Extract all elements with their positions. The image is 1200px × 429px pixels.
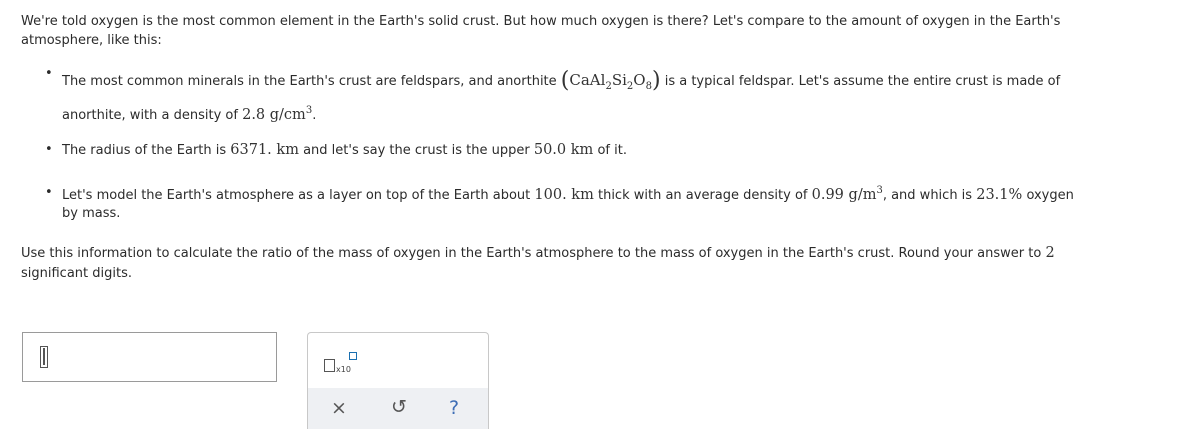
mantissa-box-icon — [324, 359, 335, 372]
clear-icon[interactable]: × — [331, 397, 347, 419]
undo-icon[interactable]: ↺ — [391, 396, 407, 418]
scientific-notation-button[interactable] — [324, 352, 360, 376]
help-icon[interactable]: ? — [449, 397, 460, 419]
anorthite-formula: $CaAl_2Si_2O_8$ — [569, 71, 652, 92]
bullet3-line2: by mass. — [62, 206, 121, 221]
bullet1-text: The most common minerals in the Earth's crust are feldspars, and anorthite — [62, 74, 557, 89]
earth-radius-value: 6371. km — [230, 142, 299, 158]
math-toolbar — [307, 332, 489, 429]
bullet-dot: • — [45, 66, 53, 81]
atmosphere-density-value: 0.99 $g/m^3$ — [811, 185, 883, 203]
crust-density: 2.8 $g/cm^3$ — [242, 105, 313, 123]
bullet1-line2: anorthite, with a density of — [62, 107, 238, 123]
sig-digits-value: 2 — [1045, 245, 1055, 261]
intro-line-2: atmosphere, like this: — [21, 33, 162, 48]
problem-intro — [21, 12, 1181, 50]
bullet-dot: • — [45, 185, 53, 200]
x10-label: x10 — [336, 365, 351, 374]
atmosphere-thickness-value: 100. km — [534, 186, 594, 203]
question-text: Use this information to calculate the ratio of the mass of oxygen in the Earth's atmosphere to the mass of oxygen in the Earth's crust. Round your answer to 2 significant digits. — [21, 245, 1055, 281]
bullet1-text-2: is a typical feldspar. Let's assume the entire crust is made of — [664, 74, 1061, 89]
exponent-box-icon — [349, 352, 357, 360]
oxygen-percent-value: 23.1% — [976, 186, 1023, 203]
answer-input[interactable] — [22, 332, 277, 382]
bullet-dot: • — [45, 142, 53, 157]
intro-line-1: We're told oxygen is the most common element in the Earth's solid crust. But how much oxygen is there? Let's compare to the amount of oxygen in the Earth's — [21, 14, 1061, 29]
crust-thickness-value: 50.0 km — [533, 142, 594, 158]
toolbar-actions — [308, 388, 488, 429]
text-cursor — [40, 346, 48, 368]
